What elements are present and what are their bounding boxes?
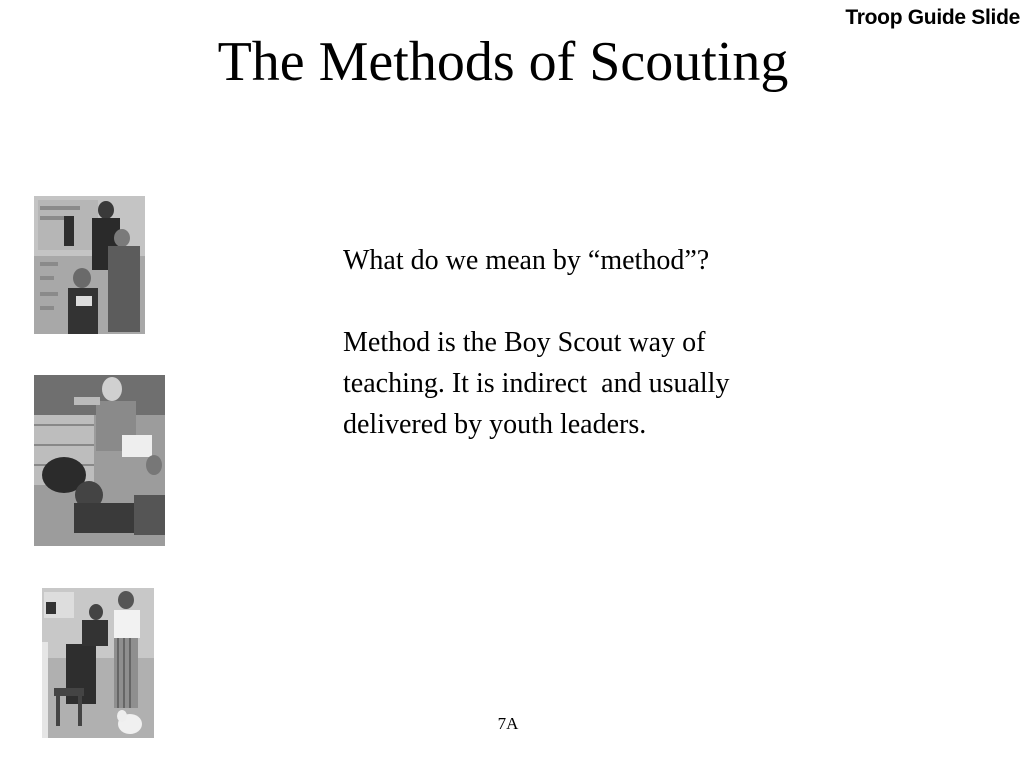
answer-line-1: Method is the Boy Scout way of — [343, 327, 706, 358]
question-text: What do we mean by “method”? — [343, 245, 710, 276]
slide-body — [343, 240, 863, 445]
scouts-oath-illustration — [34, 196, 145, 334]
answer-line-2: teaching. It is indirect and usually — [343, 368, 730, 399]
slide-title: The Methods of Scouting — [217, 31, 789, 93]
slide-tag: Troop Guide Slide — [845, 6, 1020, 29]
page-number: 7A — [497, 714, 519, 733]
answer-line-3: delivered by youth leaders. — [343, 409, 647, 440]
scout-campfire-illustration — [34, 375, 165, 546]
